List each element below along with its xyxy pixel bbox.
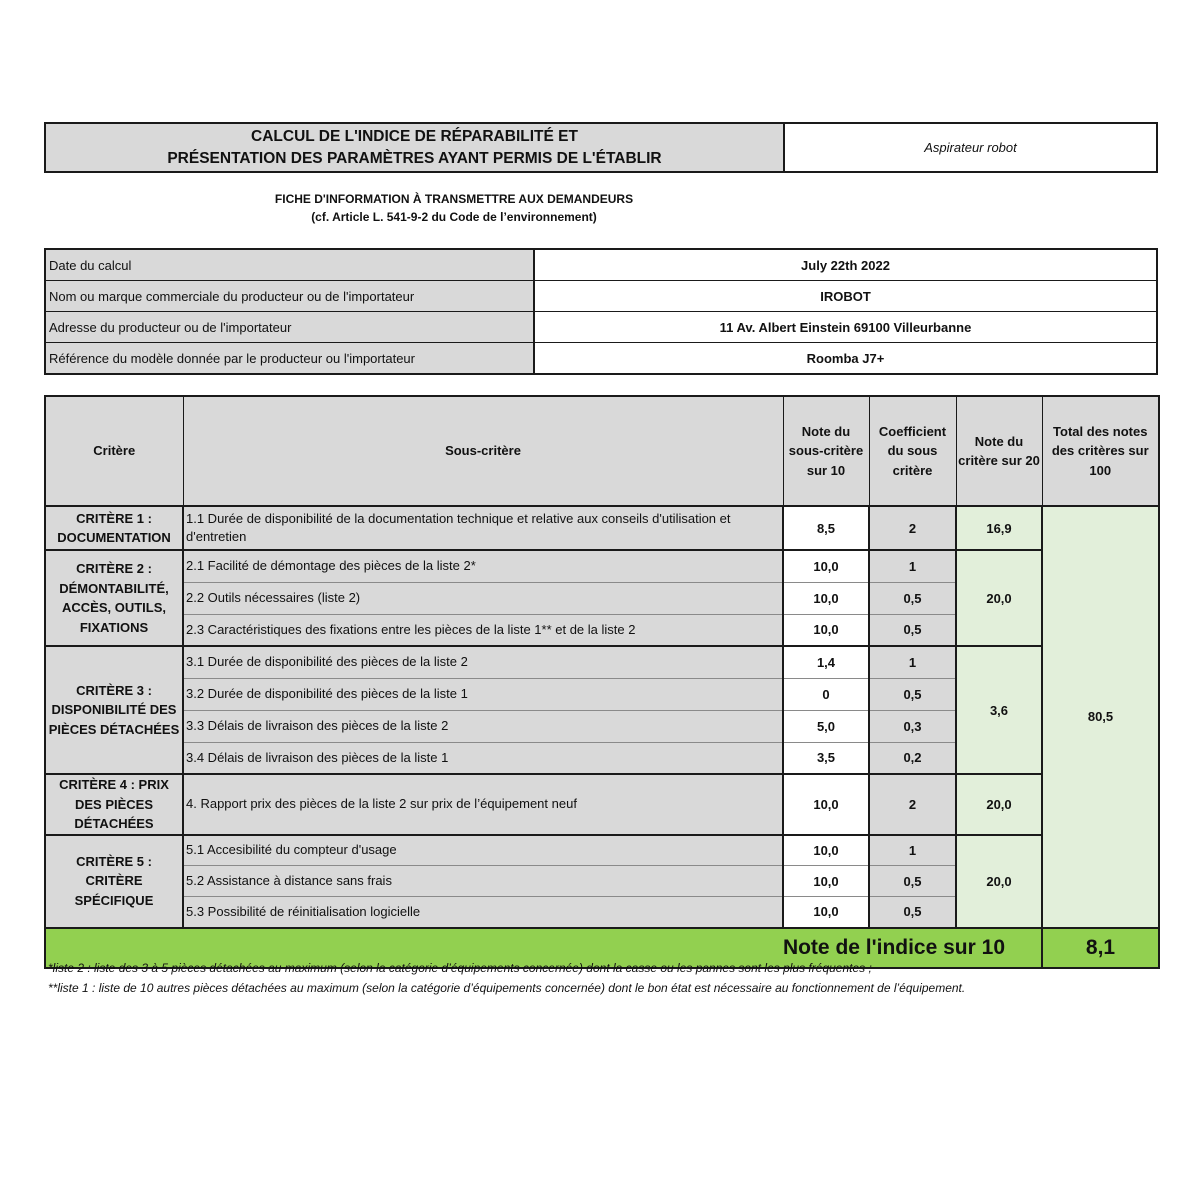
criterion-1: CRITÈRE 1 : DOCUMENTATION <box>45 506 183 550</box>
product-type: Aspirateur robot <box>783 122 1158 173</box>
info-row <box>45 312 1157 343</box>
info-value: IROBOT <box>534 281 1157 312</box>
table-row <box>45 506 1159 550</box>
criterion-score: 20,0 <box>956 774 1042 835</box>
col-note-sous: Note du sous-critère sur 10 <box>783 396 869 506</box>
subcriterion-coef: 2 <box>869 506 956 550</box>
final-score: 8,1 <box>1042 928 1159 968</box>
col-sous-critere: Sous-critère <box>183 396 783 506</box>
table-row <box>45 646 1159 678</box>
subcriterion: 5.2 Assistance à distance sans frais <box>183 866 783 897</box>
subcriterion-coef: 0,5 <box>869 897 956 928</box>
title-line-1: CALCUL DE L'INDICE DE RÉPARABILITÉ ET <box>251 127 578 145</box>
subcriterion: 3.3 Délais de livraison des pièces de la liste 2 <box>183 710 783 742</box>
col-coef: Coefficient du sous critère <box>869 396 956 506</box>
info-row <box>45 343 1157 375</box>
subcriterion-note: 5,0 <box>783 710 869 742</box>
subcriterion: 3.2 Durée de disponibilité des pièces de la liste 1 <box>183 678 783 710</box>
header-row <box>45 396 1159 506</box>
table-row <box>45 835 1159 866</box>
subcriterion: 4. Rapport prix des pièces de la liste 2 sur prix de l’équipement neuf <box>183 774 783 835</box>
col-critere: Critère <box>45 396 183 506</box>
criterion-3: CRITÈRE 3 : DISPONIBILITÉ DES PIÈCES DÉTACHÉES <box>45 646 183 774</box>
subcriterion-note: 10,0 <box>783 774 869 835</box>
col-total: Total des notes des critères sur 100 <box>1042 396 1159 506</box>
footnotes <box>48 959 1168 998</box>
subcriterion-note: 10,0 <box>783 582 869 614</box>
info-value: 11 Av. Albert Einstein 69100 Villeurbanne <box>534 312 1157 343</box>
criterion-score: 20,0 <box>956 550 1042 646</box>
subcriterion-note: 10,0 <box>783 866 869 897</box>
info-table <box>44 248 1158 375</box>
subcriterion-note: 10,0 <box>783 550 869 582</box>
subcriterion-coef: 0,5 <box>869 582 956 614</box>
subcriterion-coef: 2 <box>869 774 956 835</box>
subcriterion-coef: 0,3 <box>869 710 956 742</box>
subcriterion: 3.4 Délais de livraison des pièces de la liste 1 <box>183 742 783 774</box>
subcriterion: 5.3 Possibilité de réinitialisation logicielle <box>183 897 783 928</box>
subcriterion-coef: 1 <box>869 835 956 866</box>
subcriterion: 1.1 Durée de disponibilité de la documentation technique et relative aux conseils d'utilisation et d'entretien <box>183 506 783 550</box>
subcriterion-note: 10,0 <box>783 614 869 646</box>
subcriterion-note: 10,0 <box>783 835 869 866</box>
criterion-score: 20,0 <box>956 835 1042 928</box>
subcriterion: 3.1 Durée de disponibilité des pièces de la liste 2 <box>183 646 783 678</box>
subcriterion-coef: 0,5 <box>869 614 956 646</box>
subcriterion-note: 0 <box>783 678 869 710</box>
criterion-4: CRITÈRE 4 : PRIX DES PIÈCES DÉTACHÉES <box>45 774 183 835</box>
info-row <box>45 281 1157 312</box>
criterion-score: 3,6 <box>956 646 1042 774</box>
subcriterion-note: 1,4 <box>783 646 869 678</box>
col-note-critere: Note du critère sur 20 <box>956 396 1042 506</box>
footnote-2: **liste 1 : liste de 10 autres pièces détachées au maximum (selon la catégorie d’équipements concernée) dont le bon état est nécessaire au fonctionnement de l’équipement. <box>48 980 966 995</box>
score-table <box>44 395 1160 969</box>
subcriterion-coef: 1 <box>869 646 956 678</box>
subcriterion-coef: 1 <box>869 550 956 582</box>
subcriterion: 5.1 Accesibilité du compteur d'usage <box>183 835 783 866</box>
criterion-2: CRITÈRE 2 : DÉMONTABILITÉ, ACCÈS, OUTILS, FIXATIONS <box>45 550 183 646</box>
table-row <box>45 550 1159 582</box>
subcriterion: 2.1 Facilité de démontage des pièces de la liste 2* <box>183 550 783 582</box>
subcriterion: 2.3 Caractéristiques des fixations entre les pièces de la liste 1** et de la liste 2 <box>183 614 783 646</box>
subtitle-line-1: FICHE D'INFORMATION À TRANSMETTRE AUX DEMANDEURS <box>274 192 634 206</box>
criterion-5: CRITÈRE 5 : CRITÈRE SPÉCIFIQUE <box>45 835 183 928</box>
subcriterion-note: 8,5 <box>783 506 869 550</box>
footnote-1: *liste 2 : liste des 3 à 5 pièces détachées au maximum (selon la catégorie d’équipements concernée) dont la casse ou les pannes sont les plus fréquentes ; <box>48 961 872 975</box>
info-label: Date du calcul <box>45 249 534 281</box>
subcriterion-coef: 0,5 <box>869 678 956 710</box>
info-label: Référence du modèle donnée par le producteur ou l'importateur <box>45 343 534 375</box>
subtitle-line-2: (cf. Article L. 541-9-2 du Code de l’environnement) <box>311 210 597 224</box>
info-value: Roomba J7+ <box>534 343 1157 375</box>
subtitle <box>44 190 864 226</box>
subcriterion-coef: 0,5 <box>869 866 956 897</box>
info-label: Adresse du producteur ou de l'importateur <box>45 312 534 343</box>
document-title <box>44 122 784 173</box>
info-label: Nom ou marque commerciale du producteur ou de l'importateur <box>45 281 534 312</box>
info-value: July 22th 2022 <box>534 249 1157 281</box>
title-line-2: PRÉSENTATION DES PARAMÈTRES AYANT PERMIS DE L'ÉTABLIR <box>167 149 662 167</box>
subcriterion-coef: 0,2 <box>869 742 956 774</box>
final-label: Note de l'indice sur 10 <box>45 928 1042 968</box>
table-row <box>45 774 1159 835</box>
total-score: 80,5 <box>1042 506 1159 928</box>
subcriterion-note: 10,0 <box>783 897 869 928</box>
subcriterion: 2.2 Outils nécessaires (liste 2) <box>183 582 783 614</box>
info-row <box>45 249 1157 281</box>
criterion-score: 16,9 <box>956 506 1042 550</box>
subcriterion-note: 3,5 <box>783 742 869 774</box>
